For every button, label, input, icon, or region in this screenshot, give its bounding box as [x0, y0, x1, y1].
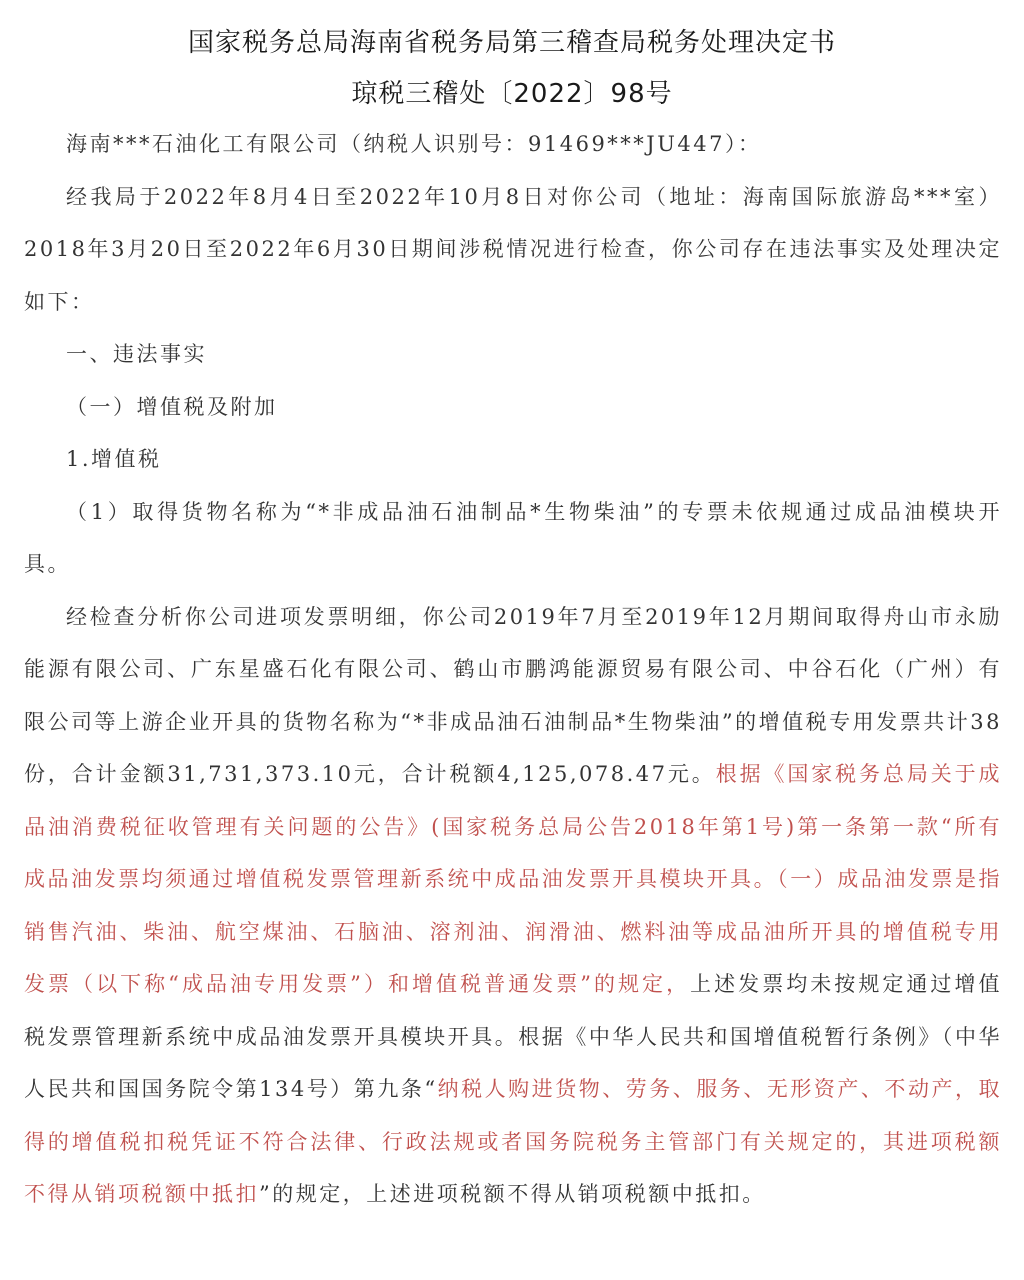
item-1: （1）取得货物名称为“*非成品油石油制品*生物柴油”的专票未依规通过成品油模块开具。	[24, 499, 1002, 576]
document-title: 国家税务总局海南省税务局第三稽查局税务处理决定书	[187, 28, 836, 58]
finding-paragraph	[24, 591, 1002, 1221]
legal-citation-2: 纳税人购进货物、劳务、服务、无形资产、不动产，取得的增值税扣税凭证不符合法律、行政法规或者国务院税务主管部门有关规定的，其进项税额不得从销项税额中抵扣	[24, 1077, 1002, 1206]
item-heading: 1.增值税	[66, 447, 162, 471]
subsection-heading: （一）增值税及附加	[66, 394, 278, 419]
section-heading: 一、违法事实	[66, 342, 207, 366]
document-number: 琼税三稽处〔2022〕98号	[351, 79, 673, 109]
intro-paragraph: 经我局于2022年8月4日至2022年10月8日对你公司（地址：海南国际旅游岛***室）2018年3月20日至2022年6月30日期间涉税情况进行检查，你公司存在违法事实及处理决定如下：	[24, 184, 1002, 314]
finding-text-3: ”的规定，上述进项税额不得从销项税额中抵扣。	[259, 1182, 766, 1206]
finding-text: 经检查分析你公司进项发票明细，你公司2019年7月至2019年12月期间取得舟山市永励能源有限公司、广东星盛石化有限公司、鹤山市鹏鸿能源贸易有限公司、中谷石化（广州）有限公司等上游企业开具的货物名称为“*非成品油石油制品*生物柴油”的增值税专用发票共计38份，合计金额31,731,373.10元，合计税额4,125,078.47元。	[24, 604, 1002, 786]
addressee: 海南***石油化工有限公司（纳税人识别号：91469***JU447）：	[66, 132, 762, 156]
document-body	[24, 118, 1002, 1221]
legal-citation-1: 根据《国家税务总局关于成品油消费税征收管理有关问题的公告》(国家税务总局公告2018年第1号)第一条第一款“所有成品油发票均须通过增值税发票管理新系统中成品油发票开具模块开具。（一）成品油发票是指销售汽油、柴油、航空煤油、石脑油、溶剂油、润滑油、燃料油等成品油所开具的增值税专用发票（以下称“成品油专用发票”）和增值税普通发票”的规定，	[24, 762, 1002, 996]
finding-text-2: 上述发票均未按规定通过增值税发票管理新系统中成品油发票开具模块开具。根据《中华人民共和国增值税暂行条例》（中华人民共和国国务院令第134号）第九条“	[24, 972, 1002, 1101]
